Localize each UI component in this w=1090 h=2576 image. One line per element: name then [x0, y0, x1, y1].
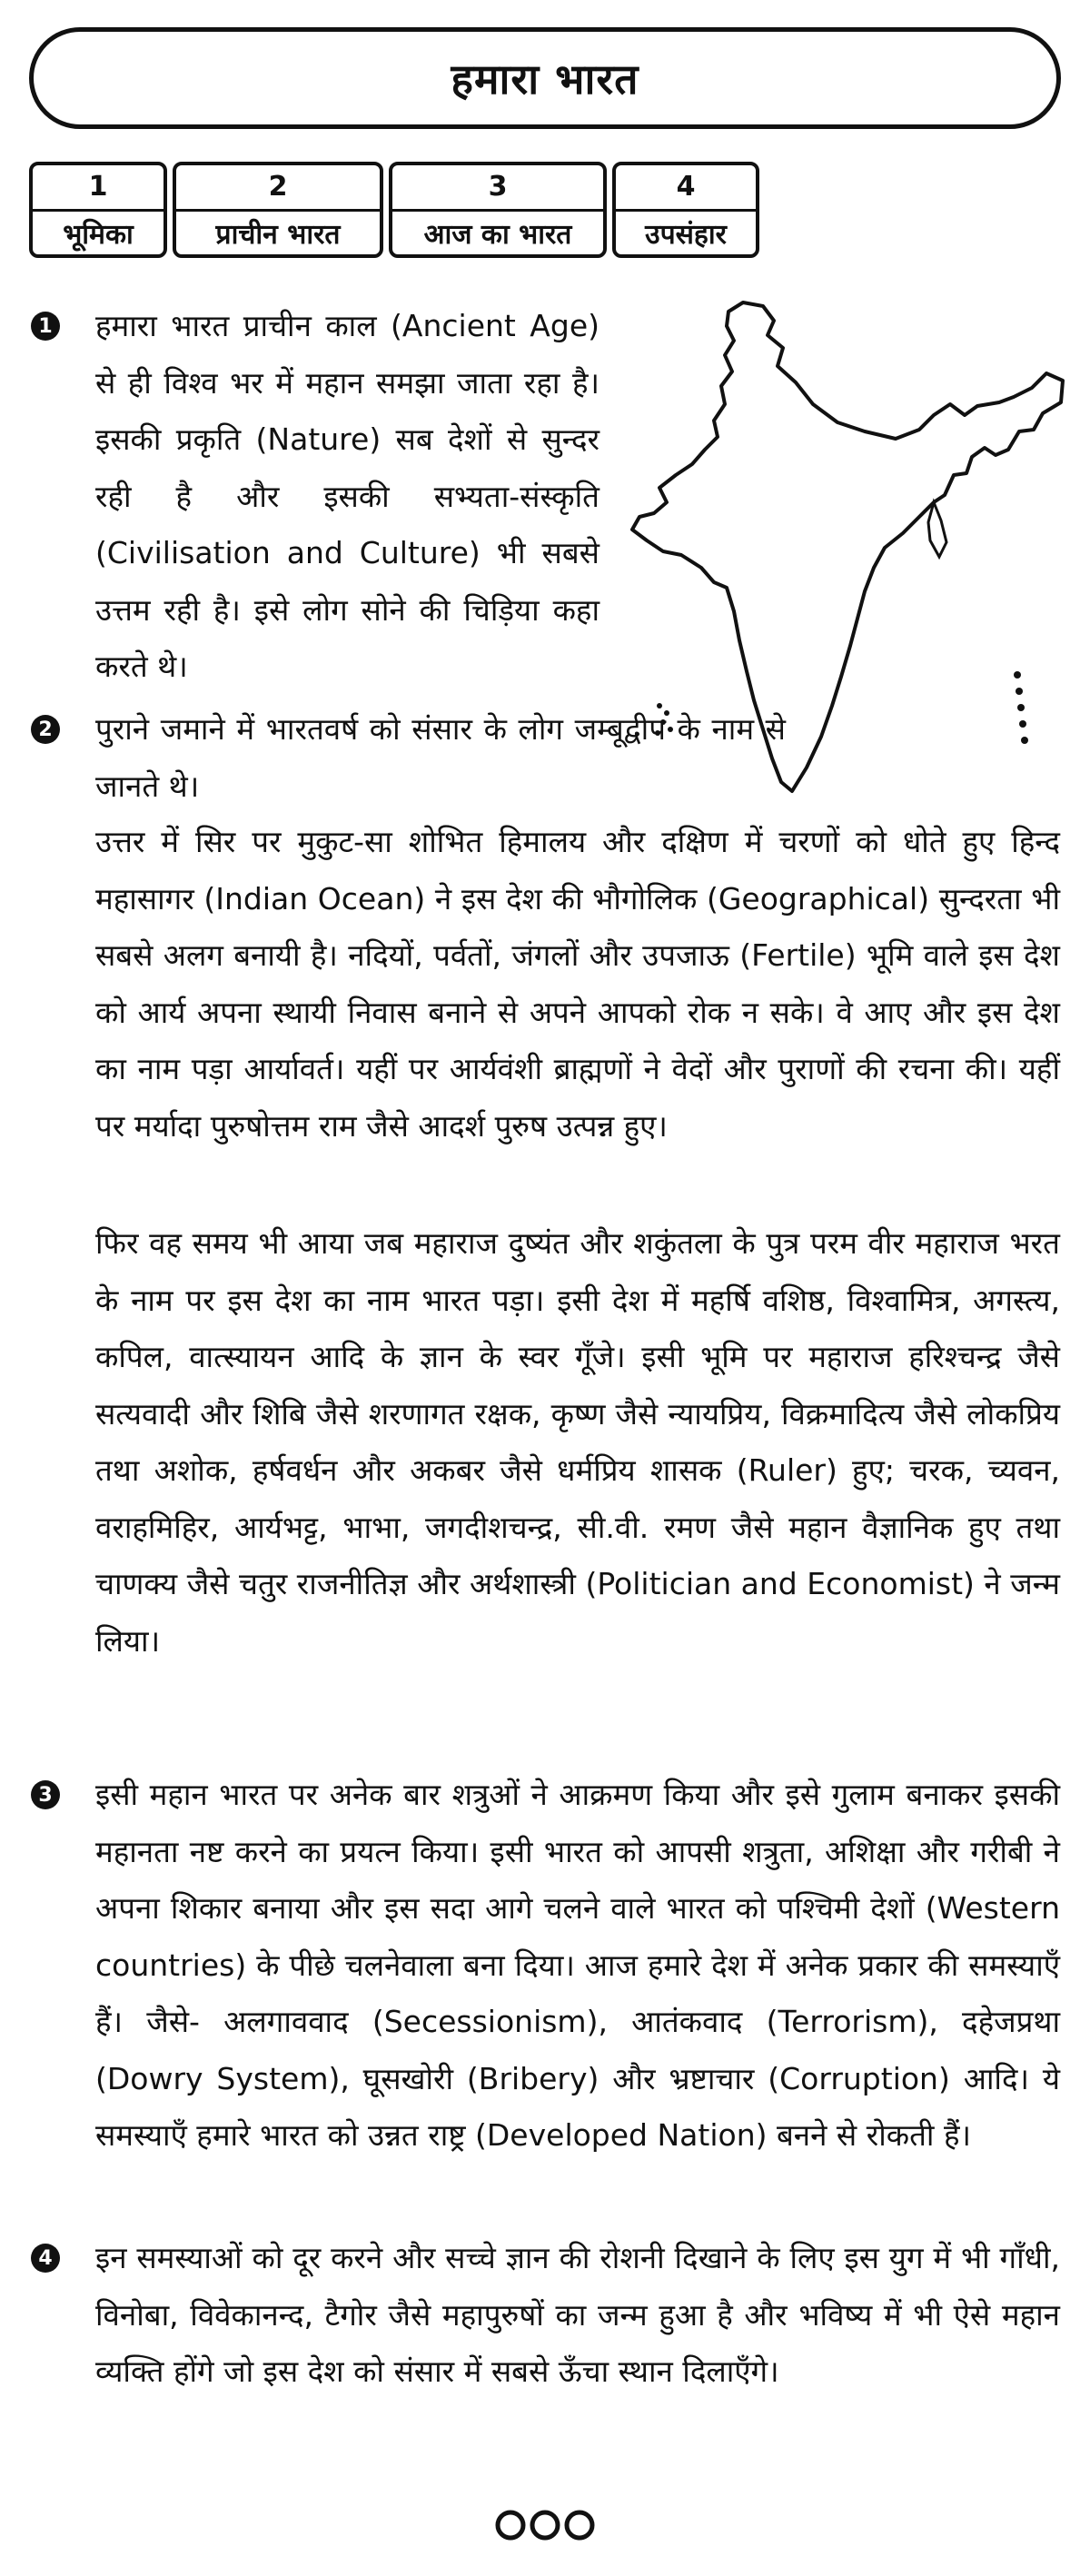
outline-item-4 — [612, 162, 759, 258]
section-marker-2: 2 — [31, 715, 60, 744]
outline-number: 3 — [392, 165, 603, 212]
outline-number: 4 — [616, 165, 756, 212]
section-marker-1: 1 — [31, 312, 60, 341]
paragraph-2b: उत्तर में सिर पर मुकुट-सा शोभित हिमालय और दक्षिण में चरणों को धोते हुए हिन्द महासागर (Indian Ocean) ने इस देश की भौगोलिक (Geographical) सुन्दरता भी सबसे अलग बनायी है। नदियों, पर्वतों, जंगलों और उपजाऊ (Fertile) भूमि वाले इस देश को आर्य अपना स्थायी निवास बनाने से अपने आपको रोक न सके। वे आए और इस देश का नाम पड़ा आर्यावर्त। यहीं पर आर्यवंशी ब्राह्मणों ने वेदों और पुराणों की रचना की। यहीं पर मर्यादा पुरुषोत्तम राम जैसे आदर्श पुरुष उत्पन्न हुए। — [95, 824, 1060, 1144]
paragraph-1: हमारा भारत प्राचीन काल (Ancient Age) से ही विश्व भर में महान समझा जाता रहा है। इसकी प्रकृति (Nature) सब देशों से सुन्दर रही है और इसकी सभ्यता-संस्कृति (Civilisation and Culture) भी सबसे उत्तम रही है। इसे लोग सोने की चिड़िया कहा करते थे। — [95, 308, 600, 684]
outline-number: 1 — [33, 165, 164, 212]
outline-label: उपसंहार — [645, 218, 727, 251]
outline-item-3 — [389, 162, 607, 258]
paragraph-2c: फिर वह समय भी आया जब महाराज दुष्यंत और शकुंतला के पुत्र परम वीर महाराज भरत के नाम पर इस देश का नाम भारत पड़ा। इसी देश में महर्षि वशिष्ठ, विश्वामित्र, अगस्त्य, कपिल, वात्स्यायन आदि के ज्ञान के स्वर गूँजे। इसी भूमि पर महाराज हरिश्चन्द्र जैसे सत्यवादी और शिबि जैसे शरणागत रक्षक, कृष्ण जैसे न्यायप्रिय, विक्रमादित्य जैसे लोकप्रिय तथा अशोक, हर्षवर्धन और अकबर जैसे धर्मप्रिय शासक (Ruler) हुए; चरक, च्यवन, वराहमिहिर, आर्यभट्ट, भाभा, जगदीशचन्द्र, सी.वी. रमण जैसे महान वैज्ञानिक हुए तथा चाणक्य जैसे चतुर राजनीतिज्ञ और अर्थशास्त्री (Politician and Economist) ने जन्म लिया। — [95, 1225, 1060, 1659]
outline-number: 2 — [176, 165, 380, 212]
outline-label: प्राचीन भारत — [215, 218, 341, 251]
page-title: हमारा भारत — [451, 54, 639, 104]
section-marker-4: 4 — [31, 2244, 60, 2273]
outline-item-2 — [173, 162, 383, 258]
paragraph-3: इसी महान भारत पर अनेक बार शत्रुओं ने आक्रमण किया और इसे गुलाम बनाकर इसकी महानता नष्ट करने का प्रयत्न किया। इसी भारत को आपसी शत्रुता, अशिक्षा और गरीबी ने अपना शिकार बनाया और इस सदा आगे चलने वाले भारत को पश्चिमी देशों (Western countries) के पीछे चलनेवाला बना दिया। आज हमारे देश में अनेक प्रकार की समस्याएँ हैं। जैसे- अलगाववाद (Secessionism), आतंकवाद (Terrorism), दहेजप्रथा (Dowry System), घूसखोरी (Bribery) और भ्रष्टाचार (Corruption) आदि। ये समस्याएँ हमारे भारत को उन्नत राष्ट्र (Developed Nation) बनने से रोकती हैं। — [95, 1777, 1060, 2153]
section-marker-3: 3 — [31, 1780, 60, 1809]
end-ornament — [490, 2507, 600, 2543]
essay-outline — [29, 162, 759, 258]
outline-label: आज का भारत — [423, 218, 572, 251]
outline-item-1 — [29, 162, 167, 258]
paragraph-4: इन समस्याओं को दूर करने और सच्चे ज्ञान की रोशनी दिखाने के लिए इस युग में भी गाँधी, विनोबा, विवेकानन्द, टैगोर जैसे महापुरुषों का जन्म हुआ है और भविष्य में भी ऐसे महान व्यक्ति होंगे जो इस देश को संसार में सबसे ऊँचा स्थान दिलाएँगे। — [95, 2240, 1060, 2389]
title-banner — [29, 27, 1061, 129]
outline-label: भूमिका — [63, 218, 134, 251]
paragraph-2a: पुराने जमाने में भारतवर्ष को संसार के लोग जम्बूद्वीप के नाम से जानते थे। — [95, 711, 786, 804]
